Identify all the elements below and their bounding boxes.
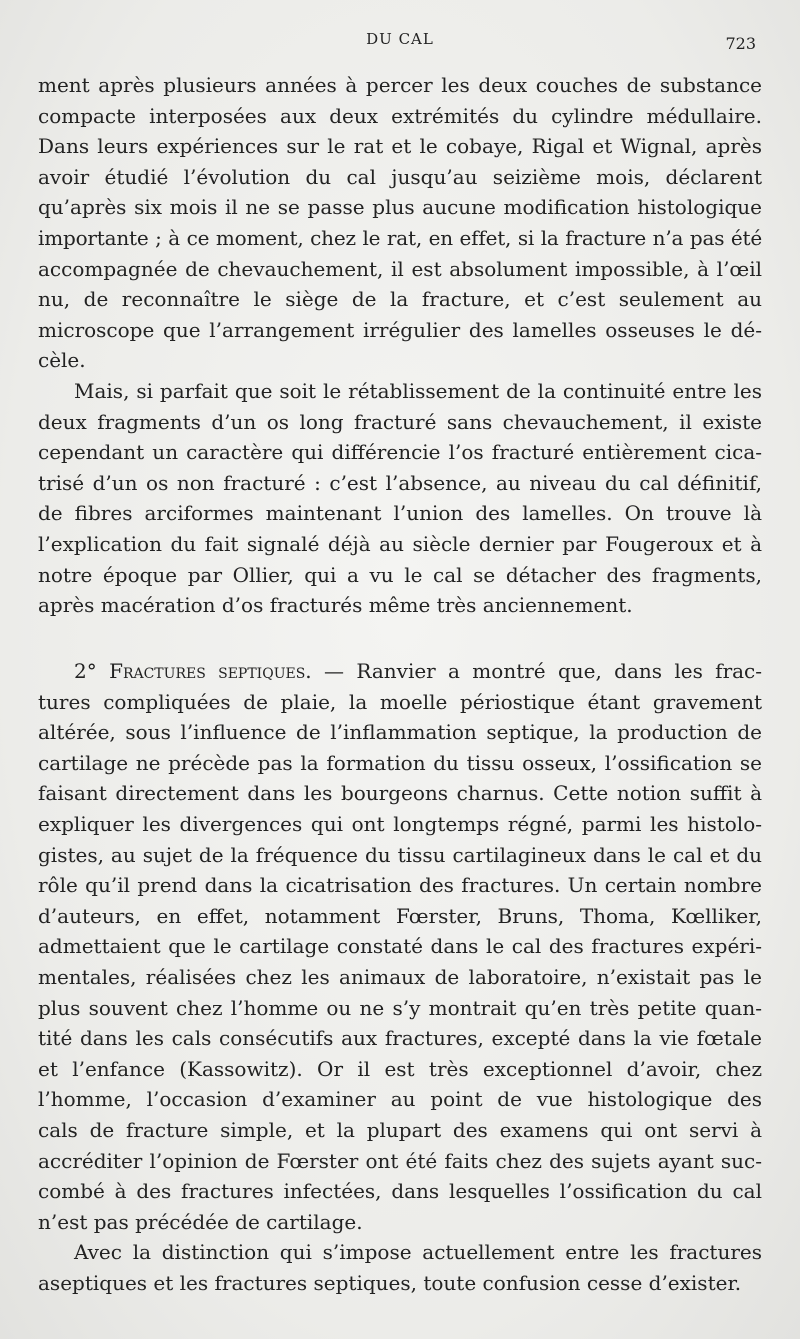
text-line: cependant un caractère qui différencie l’os fracturé entièrement cica- — [38, 440, 762, 465]
section-number: 2° — [74, 659, 97, 683]
text-line: cals de fracture simple, et la plupart des examens qui ont servi à — [38, 1117, 762, 1142]
text-line: nu, de reconnaître le siège de la fracture, et c’est seulement au — [38, 287, 762, 312]
text-line: mentales, réalisées chez les animaux de laboratoire, n’existait pas le — [38, 964, 762, 989]
text-line: accréditer l’opinion de Fœrster ont été faits chez des sujets ayant suc- — [38, 1148, 762, 1173]
text-line: Mais, si parfait que soit le rétablissement de la continuité entre les — [74, 378, 762, 403]
text-line: aseptiques et les fractures septiques, toute confusion cesse d’exister. — [38, 1270, 742, 1295]
text-line: l’explication du fait signalé déjà au siècle dernier par Fougeroux et à — [38, 531, 762, 556]
text-line: accompagnée de chevauchement, il est absolument impossible, à l’œil — [38, 256, 762, 281]
text-line: admettaient que le cartilage constaté dans le cal des fractures expéri- — [38, 934, 762, 959]
text-line: après macération d’os fracturés même très anciennement. — [38, 593, 633, 618]
text-line: microscope que l’arrangement irrégulier des lamelles osseuses le dé- — [38, 317, 762, 342]
text-line: deux fragments d’un os long fracturé sans chevauchement, il existe — [38, 409, 762, 434]
section-septic-fractures — [38, 656, 762, 1237]
paragraph-final — [38, 1237, 762, 1298]
text-line: expliquer les divergences qui ont longtemps régné, parmi les histolo- — [38, 811, 762, 836]
section-heading: Fractures septiques. — [109, 659, 312, 683]
text-line: trisé d’un os non fracturé : c’est l’absence, au niveau du cal définitif, — [38, 470, 762, 495]
section-heading-line — [38, 656, 762, 687]
text-line: Avec la distinction qui s’impose actuellement entre les fractures — [74, 1240, 762, 1265]
text-line: d’auteurs, en effet, notamment Fœrster, Bruns, Thoma, Kœlliker, — [38, 903, 762, 928]
text-line: cartilage ne précède pas la formation du tissu osseux, l’ossification se — [38, 750, 762, 775]
running-head: DU CAL — [366, 30, 434, 48]
text-line: avoir étudié l’évolution du cal jusqu’au seizième mois, déclarent — [38, 164, 762, 189]
paragraph-2 — [38, 376, 762, 621]
text-line: notre époque par Ollier, qui a vu le cal se détacher des fragments, — [38, 562, 762, 587]
text-line: cèle. — [38, 348, 86, 373]
text-line: ment après plusieurs années à percer les deux couches de substance — [38, 73, 762, 97]
text-line: de fibres arciformes maintenant l’union des lamelles. On trouve là — [38, 501, 762, 526]
text-line: faisant directement dans les bourgeons charnus. Cette notion suffit à — [38, 781, 762, 806]
text-line: rôle qu’il prend dans la cicatrisation des fractures. Un certain nombre — [38, 873, 762, 898]
section-first-line: — Ranvier a montré que, dans les frac- — [324, 659, 763, 683]
text-line: n’est pas précédée de cartilage. — [38, 1209, 363, 1234]
text-line: Dans leurs expériences sur le rat et le cobaye, Rigal et Wignal, après — [38, 134, 762, 159]
body-text-upper — [38, 70, 762, 621]
text-line: tures compliquées de plaie, la moelle périostique étant gravement — [38, 689, 762, 714]
text-line: plus souvent chez l’homme ou ne s’y montrait qu’en très petite quan- — [38, 995, 762, 1020]
text-line: l’homme, l’occasion d’examiner au point de vue histologique des — [38, 1087, 762, 1112]
text-line: importante ; à ce moment, chez le rat, en effet, si la fracture n’a pas été — [38, 225, 762, 250]
text-line: altérée, sous l’influence de l’inflammation septique, la production de — [38, 720, 762, 745]
text-line: combé à des fractures infectées, dans lesquelles l’ossification du cal — [38, 1179, 762, 1204]
text-line: qu’après six mois il ne se passe plus aucune modification histologique — [38, 195, 762, 220]
text-line: gistes, au sujet de la fréquence du tissu cartilagineux dans le cal et du — [38, 842, 762, 867]
text-line: compacte interposées aux deux extrémités du cylindre médullaire. — [38, 103, 762, 128]
paragraph-1 — [38, 70, 762, 376]
page-number: 723 — [725, 34, 756, 53]
text-line: tité dans les cals consécutifs aux fractures, excepté dans la vie fœtale — [38, 1026, 762, 1051]
body-text-lower — [38, 656, 762, 1298]
text-line: et l’enfance (Kassowitz). Or il est très exceptionnel d’avoir, chez — [38, 1056, 762, 1081]
